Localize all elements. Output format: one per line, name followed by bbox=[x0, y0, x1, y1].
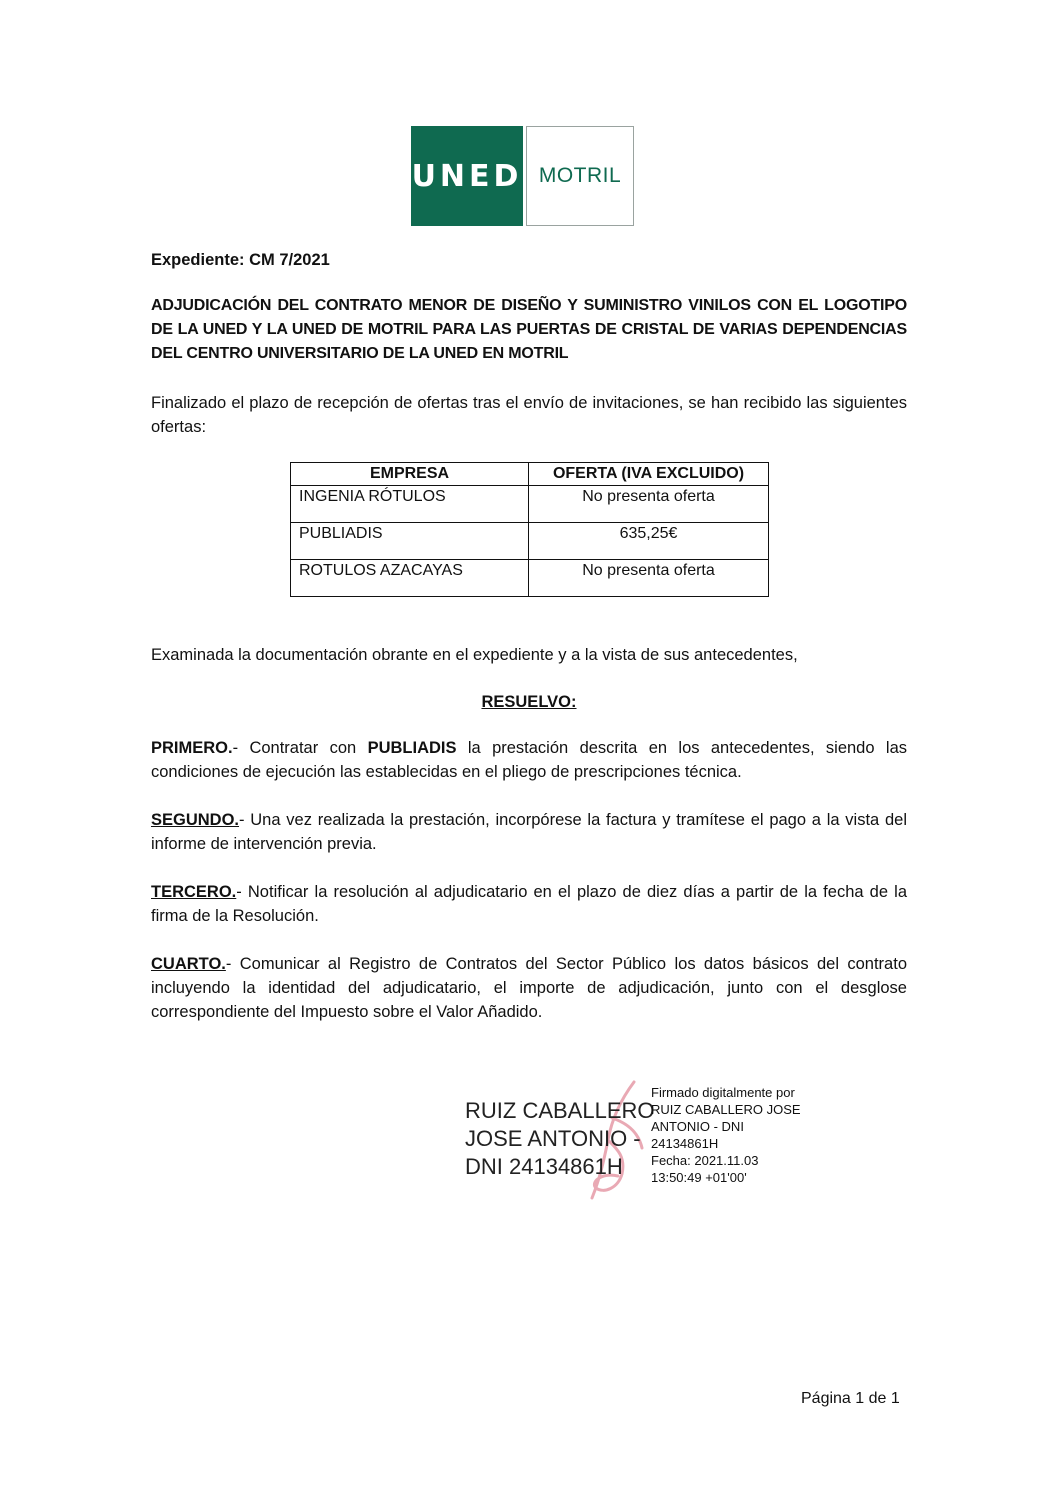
resolution-cuarto bbox=[151, 952, 907, 1024]
uned-logo-text: UNED bbox=[411, 158, 523, 194]
expediente-value: CM 7/2021 bbox=[249, 251, 330, 269]
center-logo-block bbox=[526, 126, 634, 226]
table-cell-oferta: No presenta oferta bbox=[529, 560, 769, 597]
digital-signature-details bbox=[651, 1084, 801, 1186]
examinada-paragraph: Examinada la documentación obrante en el expediente y a la vista de sus antecedentes, bbox=[151, 646, 798, 664]
segundo-text: - Una vez realizada la prestación, incorpórese la factura y tramítese el pago a la vista del informe de intervención previa. bbox=[151, 811, 907, 853]
signature-detail-line: RUIZ CABALLERO JOSE bbox=[651, 1102, 801, 1117]
table-cell-empresa: PUBLIADIS bbox=[291, 523, 529, 560]
resolution-tercero bbox=[151, 880, 907, 928]
signature-detail-line: 24134861H bbox=[651, 1136, 719, 1151]
table-row bbox=[291, 560, 769, 597]
resuelvo-heading: RESUELVO: bbox=[481, 693, 577, 711]
table-row bbox=[291, 523, 769, 560]
intro-paragraph: Finalizado el plazo de recepción de ofertas tras el envío de invitaciones, se han recibido las siguientes ofertas: bbox=[151, 394, 907, 436]
page-number: Página 1 de 1 bbox=[801, 1390, 900, 1407]
signature-detail-line: Fecha: 2021.11.03 bbox=[651, 1153, 759, 1168]
expediente-label: Expediente: bbox=[151, 251, 245, 269]
expediente-line bbox=[151, 248, 907, 272]
primero-text-a: - Contratar con bbox=[232, 739, 368, 757]
resolution-segundo bbox=[151, 808, 907, 856]
center-logo-text: MOTRIL bbox=[538, 164, 622, 187]
signature-detail-line: Firmado digitalmente por bbox=[651, 1085, 795, 1100]
offers-table bbox=[290, 462, 769, 597]
primero-text-b: la prestación descrita en los antecedentes, siendo las condiciones de ejecución las establecidas en el pliego de prescripciones técnica. bbox=[151, 739, 907, 781]
uned-motril-logo bbox=[411, 126, 634, 226]
table-cell-oferta: 635,25€ bbox=[529, 523, 769, 560]
primero-company: PUBLIADIS bbox=[367, 739, 457, 757]
signer-name-line: JOSE ANTONIO - bbox=[465, 1126, 641, 1151]
table-header-empresa: EMPRESA bbox=[291, 463, 529, 486]
table-header-row bbox=[291, 463, 769, 486]
cuarto-text: - Comunicar al Registro de Contratos del Sector Público los datos básicos del contrato incluyendo la identidad del adjudicatario, el importe de adjudicación, junto con el desglose correspondiente del Impuesto sobre el Valor Añadido. bbox=[151, 955, 907, 1021]
signer-name-line: RUIZ CABALLERO bbox=[465, 1098, 655, 1123]
resolution-primero bbox=[151, 736, 907, 784]
table-cell-empresa: INGENIA RÓTULOS bbox=[291, 486, 529, 523]
table-cell-oferta: No presenta oferta bbox=[529, 486, 769, 523]
signature-detail-line: 13:50:49 +01'00' bbox=[651, 1170, 747, 1185]
signature-detail-line: ANTONIO - DNI bbox=[651, 1119, 744, 1134]
table-cell-empresa: ROTULOS AZACAYAS bbox=[291, 560, 529, 597]
table-header-oferta: OFERTA (IVA EXCLUIDO) bbox=[529, 463, 769, 486]
cuarto-label: CUARTO. bbox=[151, 955, 226, 973]
tercero-label: TERCERO. bbox=[151, 883, 237, 901]
signer-name-line: DNI 24134861H bbox=[465, 1154, 623, 1179]
table-row bbox=[291, 486, 769, 523]
signer-name bbox=[465, 1097, 655, 1181]
primero-label: PRIMERO. bbox=[151, 739, 233, 757]
document-title: ADJUDICACIÓN DEL CONTRATO MENOR DE DISEÑO Y SUMINISTRO VINILOS CON EL LOGOTIPO DE LA UNED Y LA UNED DE MOTRIL PARA LAS PUERTAS DE CRISTAL DE VARIAS DEPENDENCIAS DEL CENTRO UNIVERSITARIO DE LA UNED EN MOTRIL bbox=[151, 297, 907, 362]
uned-logo-block bbox=[411, 126, 523, 226]
segundo-label: SEGUNDO. bbox=[151, 811, 240, 829]
tercero-text: - Notificar la resolución al adjudicatario en el plazo de diez días a partir de la fecha de la firma de la Resolución. bbox=[151, 883, 907, 925]
